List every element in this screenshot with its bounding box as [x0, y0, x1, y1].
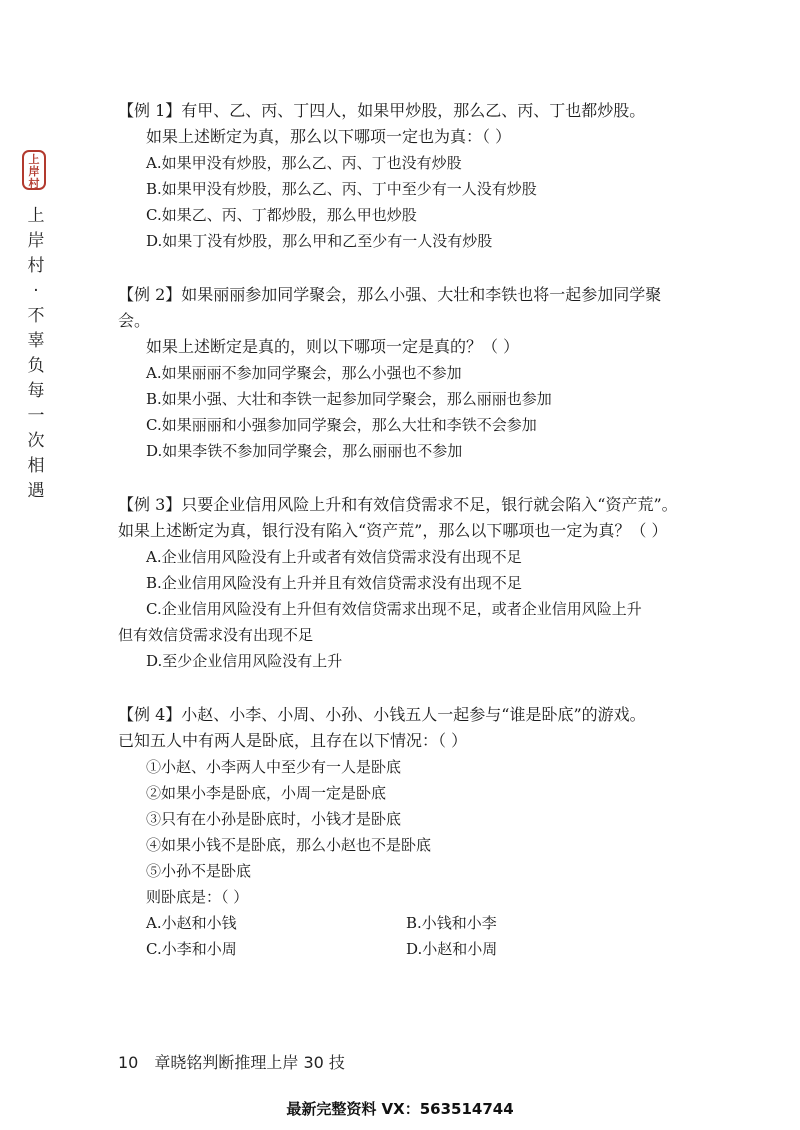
option-b: B.企业信用风险没有上升并且有效信贷需求没有出现不足 — [146, 574, 522, 592]
question-label: 【例 3】 — [118, 495, 182, 514]
slogan-char: 遇 — [27, 481, 45, 501]
option-c: C.小李和小周 — [146, 940, 237, 958]
answer-prompt: 则卧底是：（ ） — [146, 888, 249, 906]
question-1 — [118, 98, 718, 254]
condition-4: ④如果小钱不是卧底，那么小赵也不是卧底 — [146, 836, 432, 854]
question-prompt: 如果上述断定是真的，则以下哪项一定是真的？（ ） — [146, 337, 520, 356]
condition-2: ②如果小李是卧底，小周一定是卧底 — [146, 784, 387, 802]
question-prompt: 如果上述断定为真，银行没有陷入“资产荒”，那么以下哪项也一定为真？（ ） — [118, 521, 668, 540]
question-2 — [118, 282, 718, 464]
stem-text: 小赵、小李、小周、小孙、小钱五人一起参与“谁是卧底”的游戏。 — [181, 705, 646, 724]
page-content — [118, 98, 718, 990]
slogan-char: · — [33, 281, 39, 301]
question-stem-line — [118, 702, 718, 728]
question-4 — [118, 702, 718, 962]
question-stem-line — [118, 282, 718, 308]
option-b: B.如果小强、大壮和李铁一起参加同学聚会，那么丽丽也参加 — [146, 390, 552, 408]
question-prompt: 已知五人中有两人是卧底，且存在以下情况：（ ） — [118, 731, 468, 750]
question-stem-line: 会。 — [118, 311, 151, 330]
option-a: A.如果丽丽不参加同学聚会，那么小强也不参加 — [146, 364, 462, 382]
option-a: A.如果甲没有炒股，那么乙、丙、丁也没有炒股 — [146, 154, 462, 172]
slogan-char: 不 — [27, 306, 45, 326]
options-grid — [118, 910, 718, 962]
option-d: D.小赵和小周 — [406, 940, 498, 958]
option-d: D.如果李铁不参加同学聚会，那么丽丽也不参加 — [146, 442, 463, 460]
question-stem-line — [118, 98, 718, 124]
condition-1: ①小赵、小李两人中至少有一人是卧底 — [146, 758, 402, 776]
seal-char: 上 — [28, 153, 40, 166]
option-c: C.如果丽丽和小强参加同学聚会，那么大壮和李铁不会参加 — [146, 416, 537, 434]
question-label: 【例 2】 — [118, 285, 182, 304]
seal-char: 岸 — [28, 165, 40, 178]
question-3 — [118, 492, 718, 674]
slogan-char: 村 — [27, 256, 45, 276]
option-c: C.如果乙、丙、丁都炒股，那么甲也炒股 — [146, 206, 417, 224]
slogan-char: 负 — [27, 356, 45, 376]
slogan-char: 相 — [27, 456, 45, 476]
option-a: A.企业信用风险没有上升或者有效信贷需求没有出现不足 — [146, 548, 522, 566]
slogan-char: 辜 — [27, 331, 45, 351]
seal-stamp — [22, 150, 46, 190]
stem-text: 只要企业信用风险上升和有效信贷需求不足，银行就会陷入“资产荒”。 — [181, 495, 678, 514]
option-d: D.如果丁没有炒股，那么甲和乙至少有一人没有炒股 — [146, 232, 493, 250]
option-b: B.小钱和小李 — [406, 914, 497, 932]
option-c-continued: 但有效信贷需求没有出现不足 — [118, 626, 314, 644]
stem-text: 有甲、乙、丙、丁四人，如果甲炒股，那么乙、丙、丁也都炒股。 — [181, 101, 646, 120]
vertical-slogan — [26, 204, 46, 504]
question-stem-line — [118, 492, 718, 518]
question-label: 【例 4】 — [118, 705, 182, 724]
option-a: A.小赵和小钱 — [146, 914, 237, 932]
option-d: D.至少企业信用风险没有上升 — [146, 652, 343, 670]
slogan-char: 一 — [27, 406, 45, 426]
contact-watermark: 最新完整资料 VX：563514744 — [286, 1100, 514, 1118]
question-prompt: 如果上述断定为真，那么以下哪项一定也为真：（ ） — [146, 127, 512, 146]
question-label: 【例 1】 — [118, 101, 182, 120]
slogan-char: 岸 — [27, 231, 45, 251]
page-number: 10 — [118, 1053, 139, 1072]
page-footer — [118, 1050, 345, 1073]
option-b: B.如果甲没有炒股，那么乙、丙、丁中至少有一人没有炒股 — [146, 180, 537, 198]
condition-3: ③只有在小孙是卧底时，小钱才是卧底 — [146, 810, 402, 828]
option-c: C.企业信用风险没有上升但有效信贷需求出现不足，或者企业信用风险上升 — [146, 600, 642, 618]
slogan-char: 上 — [27, 206, 45, 226]
stem-text: 如果丽丽参加同学聚会，那么小强、大壮和李铁也将一起参加同学聚 — [181, 285, 662, 304]
condition-5: ⑤小孙不是卧底 — [146, 862, 252, 880]
slogan-char: 次 — [27, 431, 45, 451]
slogan-char: 每 — [27, 381, 45, 401]
book-title: 章晓铭判断推理上岸 30 技 — [154, 1053, 345, 1072]
seal-char: 村 — [28, 177, 40, 190]
